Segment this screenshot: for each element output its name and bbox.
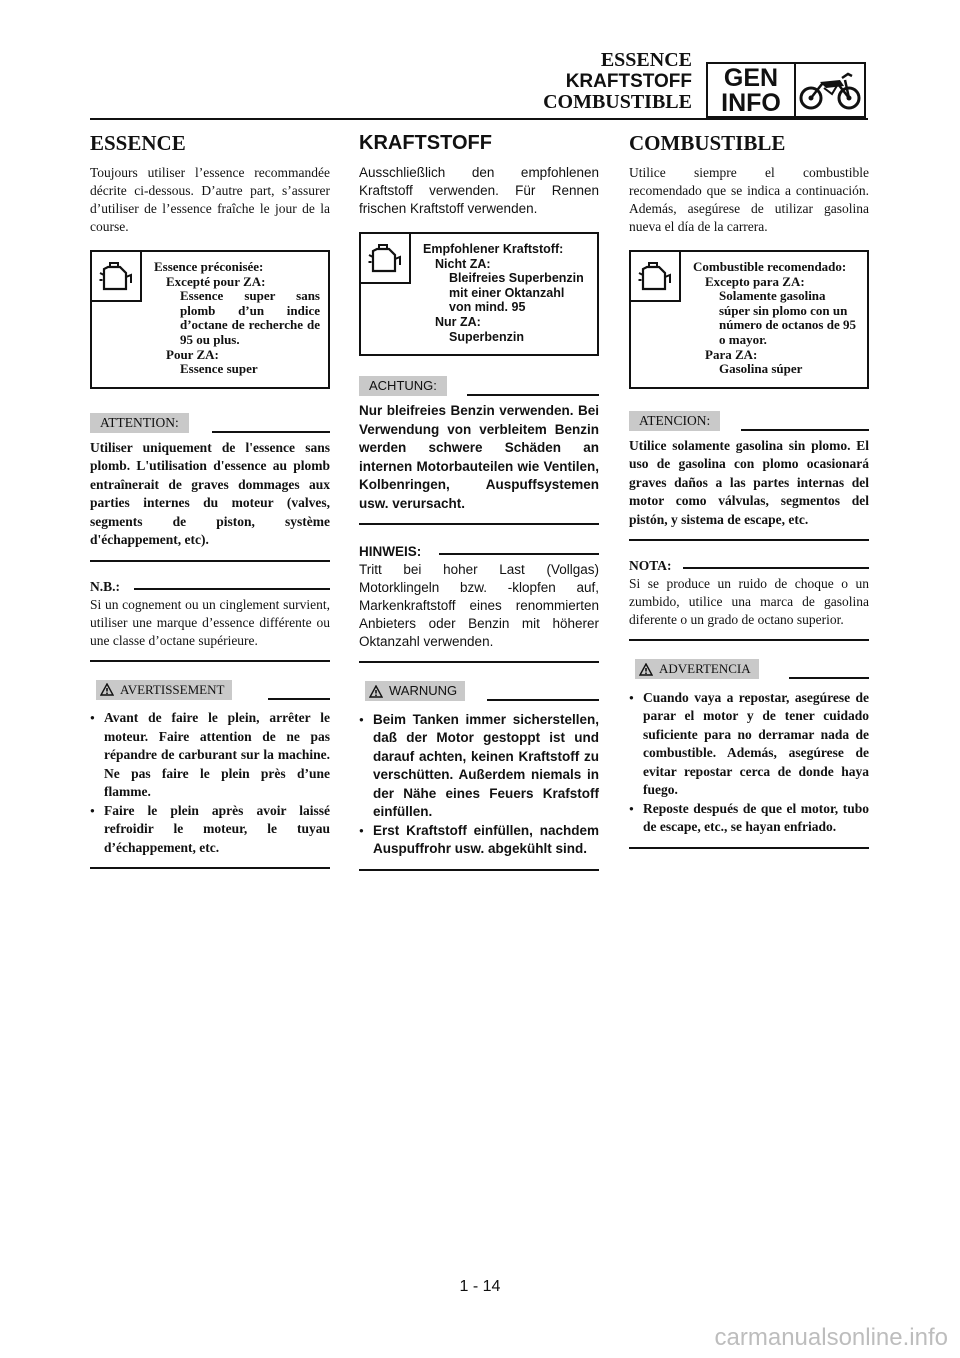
attention-label-de: ACHTUNG: [359, 376, 447, 396]
warning-label-de: WARNUNG [389, 683, 458, 699]
warning-triangle-icon [100, 683, 114, 696]
warning-rule-fr [268, 698, 330, 700]
section-heading-es: COMBUSTIBLE [629, 131, 786, 155]
section-heading-fr: ESSENCE [90, 131, 186, 155]
attention-label-fr: ATTENTION: [90, 413, 189, 433]
warning-end-rule-fr [90, 867, 330, 869]
spec-line3-es: Para ZA: [705, 346, 758, 362]
note-rule-es [683, 567, 869, 569]
warning-rule-de [487, 699, 599, 701]
header-title-es: COMBUSTIBLE [543, 91, 692, 113]
attention-end-rule-fr [90, 560, 330, 562]
spec-line3-fr: Pour ZA: [166, 346, 219, 362]
list-item: ● Avant de faire le plein, arrêter le moteur. Faire attention de ne pas répandre de carburant sur la machine. Ne pas faire le plein près d’une flamme. [90, 709, 330, 802]
header-title-de: KRAFTSTOFF [565, 71, 692, 92]
note-rule-de [439, 553, 599, 555]
spec-box-de [359, 232, 599, 356]
intro-es: Utilice siempre el combustible recomendado que se indica a continuación. Además, asegúrese de utilizar gasolina nueva el día de la carrera. [629, 165, 869, 234]
attention-rule-fr [212, 431, 330, 433]
warning-block-de [359, 681, 599, 871]
note-end-rule-fr [90, 660, 330, 662]
watermark: carmanualsonline.info [714, 1324, 948, 1351]
list-item: ● Reposte después de que el motor, tubo de escape, etc., se hayan enfriado. [629, 800, 869, 837]
section-code [708, 64, 796, 116]
column-french [90, 130, 330, 869]
list-item: ● Beim Tanken immer sicherstellen, daß der Motor gestoppt ist und darauf achten, keinen Kraftstoff zu verschütten. Außerdem niemals in der Nähe eines Feuers Krafstoff einfüllen. [359, 711, 599, 822]
attention-rule-de [467, 394, 599, 396]
spec-line1-es: Excepto para ZA: [705, 273, 805, 289]
note-end-rule-de [359, 661, 599, 663]
spec-line1-fr: Excepté pour ZA: [166, 273, 266, 289]
warning-end-rule-de [359, 869, 599, 871]
spec-line2-fr: Essence super sans plomb d’un indice d’octane de recherche de 95 ou plus. [180, 288, 320, 347]
warning-rule-es [789, 677, 869, 679]
header-titles [543, 50, 692, 113]
intro-fr: Toujours utiliser l’essence recommandée décrite ci-dessous. D’autre part, s’assurer d’utiliser de l’essence fraîche le jour de la course. [90, 165, 330, 234]
warning-end-rule-es [629, 847, 869, 849]
note-label-de: HINWEIS: [359, 544, 422, 560]
spec-line1-de: Nicht ZA: [435, 256, 491, 271]
attention-block-de [359, 376, 599, 525]
spec-title-fr: Essence préconisée: [154, 259, 264, 274]
spec-line2-de: Bleifreies Superbenzin mit einer Oktanzahl von mind. 95 [449, 271, 584, 315]
attention-end-rule-de [359, 523, 599, 525]
attention-text-de: Nur bleifreies Benzin verwenden. Bei Verwendung von verbleitem Benzin werden schwere Schäden an internen Motorbauteilen wie Ventilen, Kolbenringen, Auspuffsystemen usw. verursacht. [359, 403, 599, 511]
note-label-es: NOTA: [629, 558, 672, 574]
warning-list-de [359, 711, 599, 859]
spec-line4-es: Gasolina súper [719, 361, 803, 377]
intro-de: Ausschließlich den empfohlenen Kraftstoff verwenden. Für Rennen frischen Kraftstoff verwenden. [359, 165, 599, 216]
spec-line2-es: Solamente gasolina súper sin plomo con un número de octanos de 95 o mayor. [719, 288, 856, 347]
warning-label-box-de [365, 681, 465, 701]
note-block-fr [90, 578, 330, 662]
attention-block-fr [90, 413, 330, 562]
warning-label-fr: AVERTISSEMENT [120, 681, 225, 697]
spec-title-de: Empfohlener Kraftstoff: [423, 242, 564, 256]
note-block-de [359, 543, 599, 663]
fuel-can-icon [361, 234, 411, 284]
note-text-de: Tritt bei hoher Last (Vollgas) Motorklingeln bzw. -klopfen auf, Markenkraftstoff eines renommierten Anbieters oder Benzin mit höherer Oktanzahl verwenden. [359, 562, 599, 650]
attention-text-es: Utilice solamente gasolina sin plomo. El uso de gasolina con plomo ocasionará graves daños a las partes internas del motor como válvulas, segmentos del pistón, y sistema de escape, etc. [629, 437, 869, 527]
note-block-es [629, 557, 869, 641]
spec-line4-fr: Essence super [180, 361, 258, 377]
motorcycle-icon [796, 64, 864, 116]
warning-triangle-icon [639, 663, 653, 676]
section-code-line2: INFO [721, 89, 781, 117]
warning-label-box-fr [96, 680, 232, 700]
warning-list-es [629, 689, 869, 837]
spec-line4-de: Superbenzin [449, 329, 525, 344]
fuel-can-icon [92, 252, 142, 302]
section-badge [706, 62, 866, 118]
fuel-can-icon [631, 252, 681, 302]
warning-triangle-icon [369, 685, 383, 698]
note-text-fr: Si un cognement ou un cinglement survient, utiliser une marque d’essence différente ou une classe d’octane supérieure. [90, 596, 330, 648]
section-code-line1: GEN [723, 64, 779, 92]
warning-list-fr [90, 709, 330, 857]
page-number: 1 - 14 [459, 1278, 501, 1295]
attention-end-rule-es [629, 539, 869, 541]
note-rule-fr [134, 588, 330, 590]
attention-rule-es [741, 429, 869, 431]
header-title-fr: ESSENCE [600, 49, 692, 71]
column-spanish [629, 130, 869, 849]
warning-label-box-es [635, 659, 759, 679]
list-item: ● Erst Kraftstoff einfüllen, nachdem Auspuffrohr usw. abgekühlt sind. [359, 822, 599, 859]
spec-box-fr [90, 250, 330, 389]
column-german [359, 130, 599, 871]
note-text-es: Si se produce un ruido de choque o un zumbido, utilice una marca de gasolina diferente o un grado de octano superior. [629, 576, 869, 628]
attention-text-fr: Utiliser uniquement de l'essence sans plomb. L'utilisation d'essence au plomb entraînerait de graves dommages aux parties internes du moteur (valves, segments de piston, système d'échappement, etc). [90, 439, 330, 548]
warning-block-es [629, 659, 869, 849]
warning-block-fr [90, 680, 330, 870]
header-rule [90, 118, 868, 120]
section-heading-de: KRAFTSTOFF [359, 132, 492, 154]
note-label-fr: N.B.: [90, 578, 120, 594]
warning-label-es: ADVERTENCIA [659, 661, 751, 677]
note-end-rule-es [629, 639, 869, 641]
list-item: ● Faire le plein après avoir laissé refroidir le moteur, le tuyau d’échappement, etc. [90, 802, 330, 858]
attention-block-es [629, 411, 869, 542]
list-item: ● Cuando vaya a repostar, asegúrese de parar el motor y de tener cuidado suficiente para no derramar nada de combustible. Además, asegúrese de evitar repostar cerca de donde haya fuego. [629, 689, 869, 800]
spec-line3-de: Nur ZA: [435, 314, 481, 329]
spec-box-es [629, 250, 869, 389]
spec-title-es: Combustible recomendado: [693, 259, 847, 274]
attention-label-es: ATENCION: [629, 411, 720, 431]
